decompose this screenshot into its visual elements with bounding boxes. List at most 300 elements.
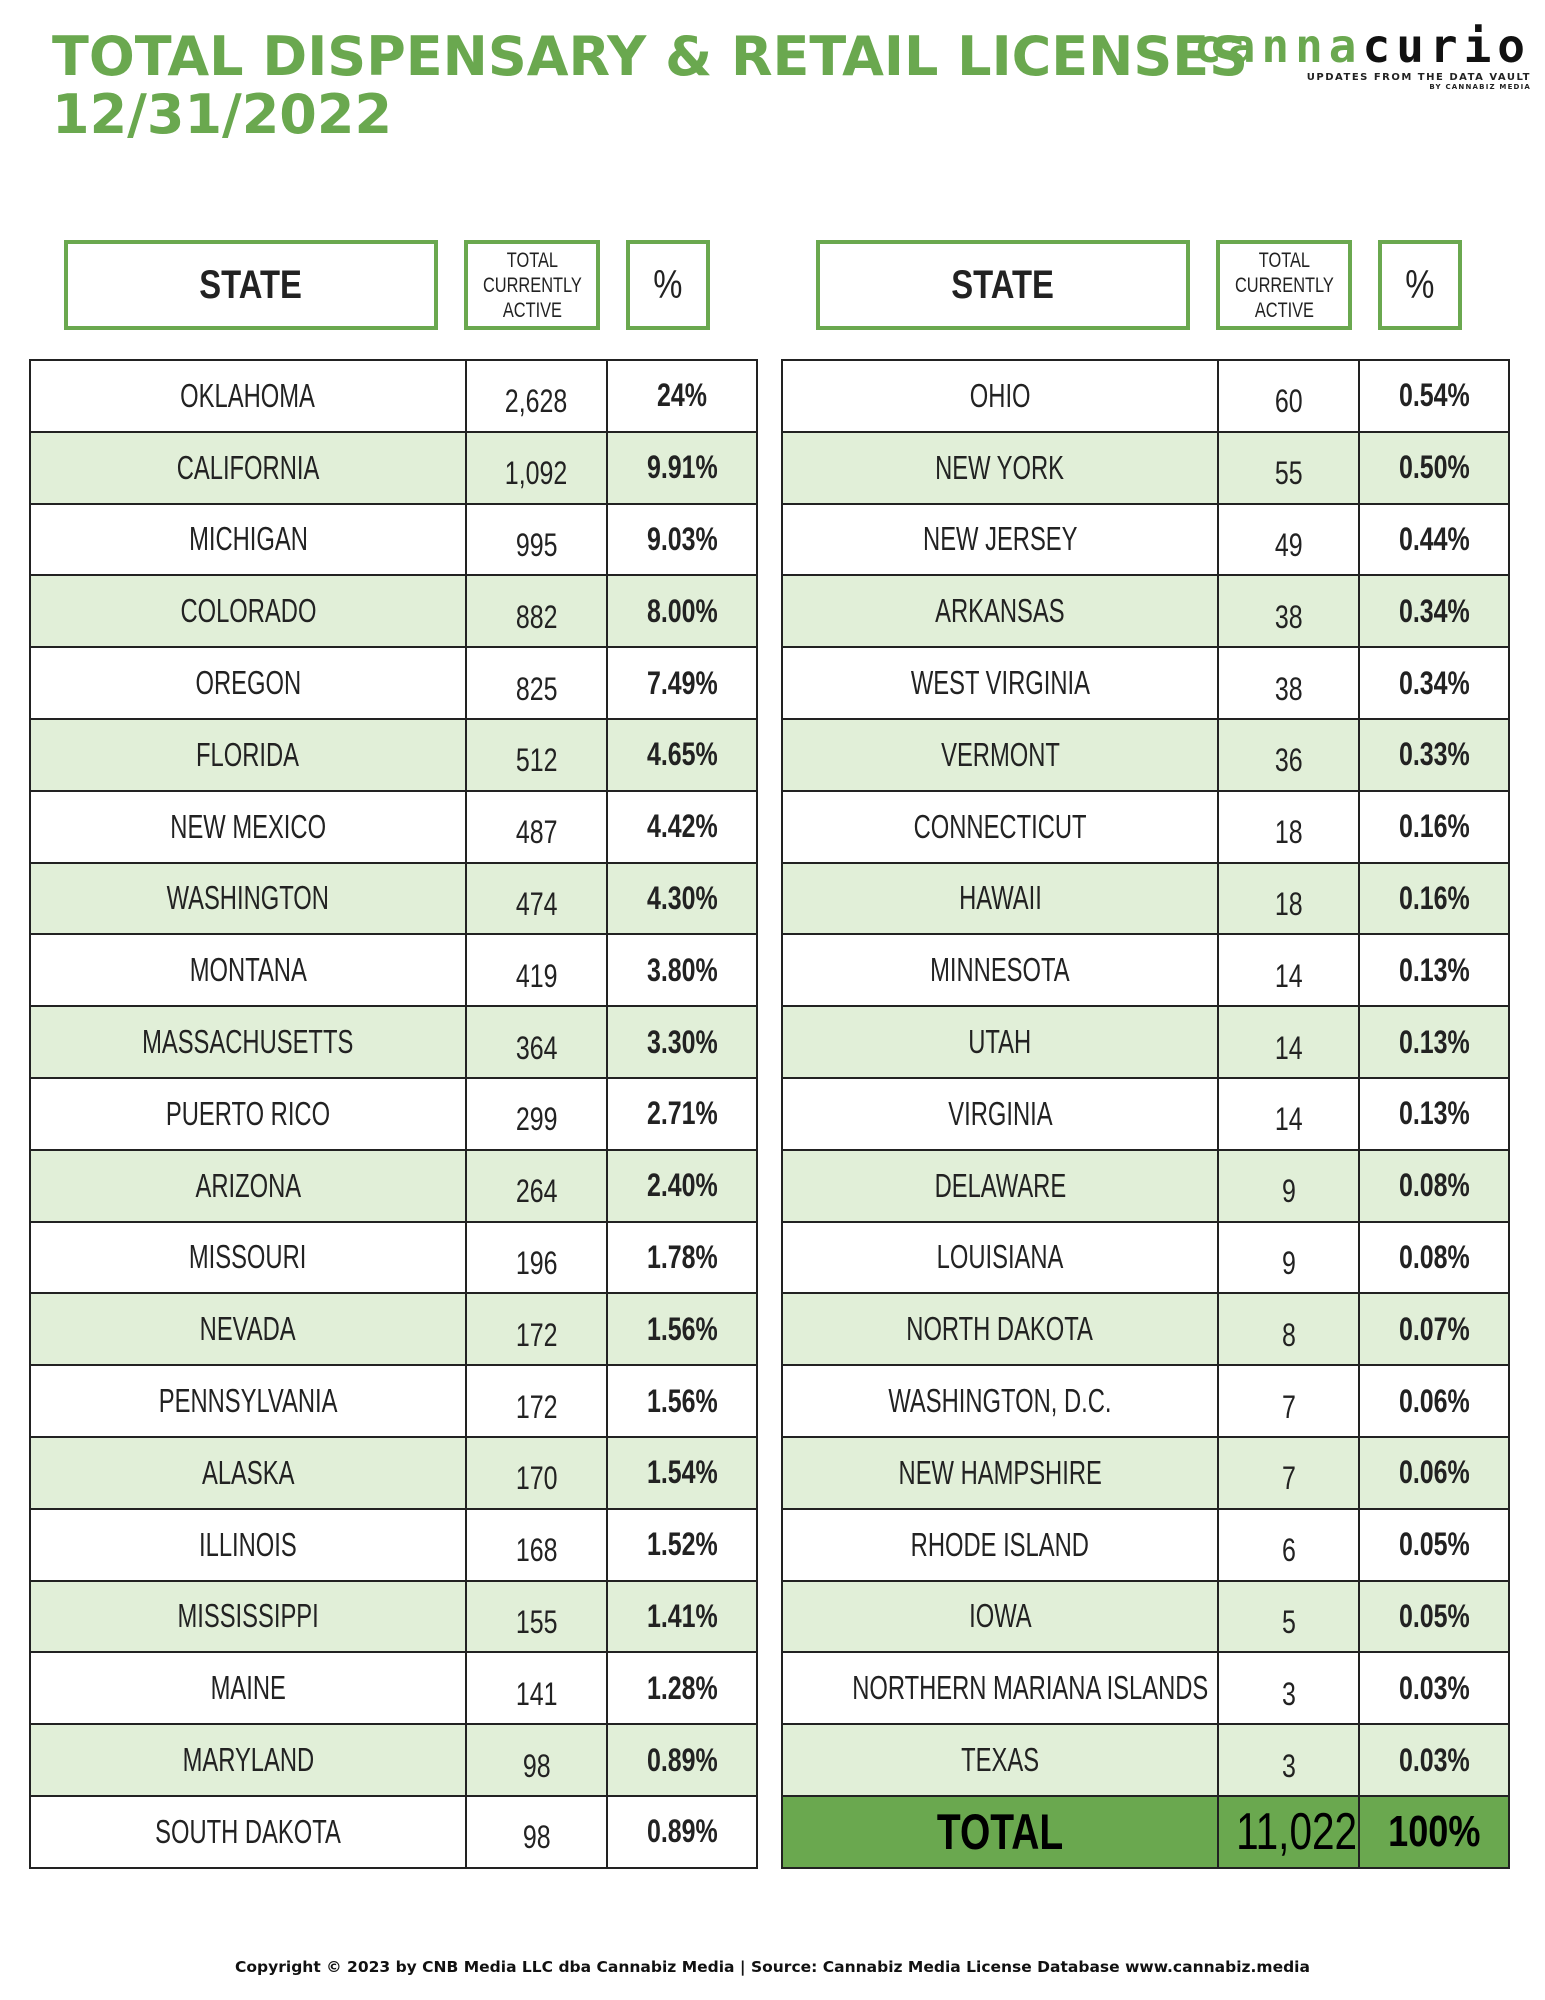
percent-cell-text: 1.54% [646, 1454, 718, 1491]
logo-part-curio: curio [1362, 19, 1531, 73]
total-cell-text: 825 [515, 670, 558, 707]
total-cell-text: 14 [1274, 1029, 1303, 1066]
percent-cell-text: 9.03% [646, 520, 718, 557]
percent-cell-text: 0.06% [1398, 1382, 1470, 1419]
state-cell-text: RHODE ISLAND [910, 1525, 1090, 1563]
percent-cell-text: 0.16% [1398, 879, 1470, 916]
percent-cell [607, 575, 757, 647]
total-cell [466, 1437, 607, 1509]
state-cell [30, 432, 466, 504]
percent-cell-text: 0.13% [1398, 1095, 1470, 1132]
state-cell [30, 1652, 466, 1724]
state-cell-text: NEW MEXICO [170, 807, 326, 845]
state-cell [782, 1581, 1218, 1653]
state-cell-text: WASHINGTON [166, 879, 330, 917]
percent-cell-text: 1.28% [646, 1669, 718, 1706]
table-row [782, 1509, 1509, 1581]
percent-cell [1359, 1652, 1509, 1724]
state-cell-text: NEW YORK [935, 448, 1065, 486]
percent-cell-text: 8.00% [646, 592, 718, 629]
percent-cell-text: 1.56% [646, 1382, 718, 1419]
percent-cell-text: 0.06% [1398, 1454, 1470, 1491]
total-cell-text: 14 [1274, 957, 1303, 994]
cannacurio-logo [1171, 19, 1531, 91]
header-total-line-1: TOTAL [506, 248, 558, 272]
percent-cell [1359, 432, 1509, 504]
header-state-label: STATE [199, 262, 303, 307]
total-cell-text: 172 [515, 1388, 558, 1425]
state-cell [30, 934, 466, 1006]
total-cell-text: 55 [1274, 455, 1303, 492]
total-cell [1218, 1581, 1359, 1653]
table-row [782, 1724, 1509, 1796]
table-row [782, 863, 1509, 935]
table-row [30, 863, 757, 935]
percent-cell [607, 791, 757, 863]
total-percent-cell [1359, 1796, 1509, 1868]
table-row [30, 360, 757, 432]
table-row [782, 1150, 1509, 1222]
total-cell [1218, 432, 1359, 504]
right-header-total [1216, 240, 1352, 330]
total-cell-text: 60 [1274, 383, 1303, 420]
percent-cell-text: 0.13% [1398, 951, 1470, 988]
total-cell [1218, 1652, 1359, 1724]
table-row [30, 791, 757, 863]
state-cell [30, 1581, 466, 1653]
table-row [30, 1365, 757, 1437]
state-cell [30, 575, 466, 647]
total-cell-text: 98 [522, 1747, 551, 1784]
state-cell [30, 1365, 466, 1437]
percent-cell-text: 3.30% [646, 1023, 718, 1060]
left-state-table [29, 359, 758, 1869]
table-row [30, 1293, 757, 1365]
title-line-2: 12/31/2022 [52, 83, 393, 146]
percent-cell [607, 647, 757, 719]
state-cell-text: MASSACHUSETTS [142, 1023, 354, 1061]
total-cell [466, 360, 607, 432]
percent-cell-text: 1.78% [646, 1238, 718, 1275]
percent-cell-text: 1.41% [646, 1597, 718, 1634]
state-cell [782, 1078, 1218, 1150]
table-row [782, 575, 1509, 647]
total-cell [1218, 1078, 1359, 1150]
total-cell [466, 1581, 607, 1653]
total-cell [466, 1006, 607, 1078]
state-cell-text: ARIZONA [195, 1166, 301, 1204]
state-cell [782, 1724, 1218, 1796]
total-cell [1218, 1509, 1359, 1581]
header-total-line-3: ACTIVE [502, 298, 562, 322]
total-cell-text: 9 [1281, 1244, 1296, 1281]
percent-cell-text: 0.03% [1398, 1741, 1470, 1778]
state-cell-text: CALIFORNIA [176, 448, 320, 486]
total-cell [466, 1796, 607, 1868]
percent-cell [1359, 1437, 1509, 1509]
percent-cell-text: 0.89% [646, 1741, 718, 1778]
total-cell-text: 3 [1281, 1747, 1296, 1784]
state-cell [30, 647, 466, 719]
percent-cell-text: 7.49% [646, 664, 718, 701]
percent-cell-text: 9.91% [646, 449, 718, 486]
header-state-label: STATE [951, 262, 1055, 307]
header-percent-label: % [653, 262, 683, 307]
state-cell-text: LOUISIANA [936, 1238, 1064, 1276]
state-cell-text: MONTANA [189, 951, 307, 989]
total-cell-text: 38 [1274, 598, 1303, 635]
table-row [30, 504, 757, 576]
state-cell [30, 1437, 466, 1509]
total-cell-text: 882 [515, 598, 558, 635]
state-cell-text: WEST VIRGINIA [910, 664, 1090, 702]
page-title [52, 25, 1249, 146]
percent-cell [607, 1150, 757, 1222]
percent-cell [607, 504, 757, 576]
total-cell [1218, 791, 1359, 863]
table-row [782, 504, 1509, 576]
state-cell [30, 791, 466, 863]
table-row [30, 1437, 757, 1509]
state-cell-text: SOUTH DAKOTA [155, 1812, 341, 1850]
percent-cell-text: 24% [657, 377, 707, 414]
percent-cell [607, 432, 757, 504]
table-row [782, 1222, 1509, 1294]
percent-cell [1359, 1150, 1509, 1222]
percent-cell [1359, 1365, 1509, 1437]
percent-cell [1359, 1078, 1509, 1150]
state-cell [30, 1222, 466, 1294]
header-total-line-3: ACTIVE [1254, 298, 1314, 322]
title-line-1: TOTAL DISPENSARY & RETAIL LICENSES [52, 25, 1249, 88]
state-cell [782, 719, 1218, 791]
state-cell-text: OKLAHOMA [180, 376, 316, 414]
grand-total-cell [1218, 1796, 1359, 1868]
percent-cell-text: 0.07% [1398, 1310, 1470, 1347]
total-cell [466, 432, 607, 504]
table-row [782, 1078, 1509, 1150]
percent-cell [607, 1365, 757, 1437]
table-row [30, 1509, 757, 1581]
percent-cell-text: 0.08% [1398, 1167, 1470, 1204]
percent-cell-text: 1.52% [646, 1526, 718, 1563]
left-header-percent [626, 240, 710, 330]
logo-part-canna: canna [1194, 19, 1363, 73]
percent-cell [607, 1437, 757, 1509]
total-cell [1218, 504, 1359, 576]
total-cell [1218, 647, 1359, 719]
percent-cell [607, 1222, 757, 1294]
state-cell-text: NEW HAMPSHIRE [898, 1453, 1102, 1491]
state-cell [782, 1222, 1218, 1294]
table-row [30, 432, 757, 504]
state-cell-text: ILLINOIS [199, 1525, 297, 1563]
state-cell-text: UTAH [968, 1023, 1032, 1061]
table-row [782, 1006, 1509, 1078]
table-row [30, 1652, 757, 1724]
total-cell [1218, 1724, 1359, 1796]
total-cell-text: 8 [1281, 1316, 1296, 1353]
percent-cell [1359, 1509, 1509, 1581]
state-cell-text: NEVADA [200, 1310, 296, 1348]
total-cell [466, 504, 607, 576]
total-cell-text: 18 [1274, 814, 1303, 851]
percent-cell-text: 0.34% [1398, 592, 1470, 629]
percent-cell [1359, 1006, 1509, 1078]
percent-cell [607, 1724, 757, 1796]
table-row [782, 934, 1509, 1006]
table-row [30, 1222, 757, 1294]
total-cell-text: 419 [515, 957, 558, 994]
total-cell [1218, 1293, 1359, 1365]
total-cell [466, 719, 607, 791]
total-cell [466, 1509, 607, 1581]
table-row [30, 1006, 757, 1078]
state-cell-text: TEXAS [961, 1741, 1039, 1779]
total-cell-text: 18 [1274, 885, 1303, 922]
percent-cell-text: 0.03% [1398, 1669, 1470, 1706]
state-cell [30, 1006, 466, 1078]
total-cell [466, 1078, 607, 1150]
state-cell-text: FLORIDA [196, 735, 300, 773]
total-cell-text: 3 [1281, 1675, 1296, 1712]
state-cell-text: MINNESOTA [930, 951, 1070, 989]
state-cell-text: OREGON [195, 664, 301, 702]
percent-cell-text: 4.30% [646, 879, 718, 916]
state-cell [30, 1509, 466, 1581]
table-row [782, 1652, 1509, 1724]
percent-cell-text: 0.50% [1398, 449, 1470, 486]
table-row [30, 1724, 757, 1796]
state-cell-text: ALASKA [201, 1453, 295, 1491]
total-cell [1218, 1150, 1359, 1222]
total-cell [466, 1222, 607, 1294]
total-cell-text: 7 [1281, 1460, 1296, 1497]
state-cell [782, 647, 1218, 719]
header-total-line-2: CURRENTLY [1234, 273, 1334, 297]
state-cell-text: WASHINGTON, D.C. [888, 1382, 1112, 1420]
percent-cell-text: 3.80% [646, 951, 718, 988]
header-total-line-2: CURRENTLY [482, 273, 582, 297]
percent-cell-text: 0.08% [1398, 1238, 1470, 1275]
state-cell-text: NEW JERSEY [922, 520, 1078, 558]
total-cell-text: 512 [515, 742, 558, 779]
state-cell-text: PENNSYLVANIA [158, 1382, 338, 1420]
state-cell-text: HAWAII [958, 879, 1042, 917]
table-row [782, 1437, 1509, 1509]
state-cell [30, 1724, 466, 1796]
percent-cell-text: 1.56% [646, 1310, 718, 1347]
table-row [782, 360, 1509, 432]
total-cell [1218, 1437, 1359, 1509]
state-cell [782, 934, 1218, 1006]
total-cell [466, 1150, 607, 1222]
percent-cell-text: 0.16% [1398, 808, 1470, 845]
total-cell [466, 934, 607, 1006]
percent-cell-text: 4.42% [646, 808, 718, 845]
total-cell-text: 36 [1274, 742, 1303, 779]
grand-total-cell-text: 11,022 [1236, 1802, 1358, 1861]
state-cell-text: VIRGINIA [947, 1094, 1053, 1132]
percent-cell [607, 1509, 757, 1581]
total-cell [1218, 1365, 1359, 1437]
right-header-percent [1378, 240, 1462, 330]
logo-tagline: UPDATES FROM THE DATA VAULT [1306, 72, 1531, 83]
percent-cell-text: 0.54% [1398, 377, 1470, 414]
table-row [782, 432, 1509, 504]
state-cell [782, 1509, 1218, 1581]
percent-cell [607, 863, 757, 935]
state-cell [782, 504, 1218, 576]
state-cell-text: VERMONT [940, 735, 1060, 773]
percent-cell [1359, 863, 1509, 935]
logo-wordmark [1171, 19, 1531, 73]
total-cell [466, 575, 607, 647]
header-total-label [483, 248, 582, 323]
total-cell-text: 14 [1274, 1101, 1303, 1138]
state-cell-text: MARYLAND [182, 1741, 314, 1779]
total-cell-text: 9 [1281, 1173, 1296, 1210]
logo-byline: BY CANNABIZ MEDIA [1429, 83, 1531, 91]
total-cell [1218, 1222, 1359, 1294]
total-cell [1218, 575, 1359, 647]
total-cell [1218, 1006, 1359, 1078]
table-row [30, 1150, 757, 1222]
percent-cell [607, 1006, 757, 1078]
percent-cell [1359, 647, 1509, 719]
table-row [782, 1581, 1509, 1653]
total-cell [1218, 934, 1359, 1006]
total-cell [466, 1652, 607, 1724]
total-cell-text: 141 [515, 1675, 558, 1712]
state-cell [30, 1293, 466, 1365]
state-cell [782, 1365, 1218, 1437]
total-cell-text: 172 [515, 1316, 558, 1353]
percent-cell [1359, 1293, 1509, 1365]
percent-cell [1359, 360, 1509, 432]
right-state-table [781, 359, 1510, 1869]
total-row [782, 1796, 1509, 1868]
table-row [30, 934, 757, 1006]
total-cell [1218, 863, 1359, 935]
table-row [30, 575, 757, 647]
table-row [30, 1796, 757, 1868]
header-total-line-1: TOTAL [1258, 248, 1310, 272]
total-cell-text: 995 [515, 526, 558, 563]
percent-cell [1359, 504, 1509, 576]
percent-cell-text: 0.13% [1398, 1023, 1470, 1060]
state-cell-text: OHIO [969, 376, 1031, 414]
total-percent-cell-text: 100% [1387, 1806, 1481, 1856]
total-label-cell-text: TOTAL [936, 1803, 1064, 1860]
state-cell [782, 863, 1218, 935]
percent-cell [607, 1078, 757, 1150]
table-row [782, 647, 1509, 719]
right-header-state [816, 240, 1190, 330]
total-cell [466, 863, 607, 935]
percent-cell-text: 0.05% [1398, 1597, 1470, 1634]
total-cell-text: 1,092 [505, 455, 568, 492]
percent-cell [1359, 575, 1509, 647]
percent-cell [1359, 1724, 1509, 1796]
total-cell-text: 49 [1274, 526, 1303, 563]
total-cell-text: 170 [515, 1460, 558, 1497]
percent-cell [607, 719, 757, 791]
state-cell-text: IOWA [968, 1597, 1032, 1635]
percent-cell-text: 0.34% [1398, 664, 1470, 701]
total-cell [466, 1365, 607, 1437]
total-cell-text: 98 [522, 1819, 551, 1856]
percent-cell-text: 2.71% [646, 1095, 718, 1132]
total-cell-text: 264 [515, 1173, 558, 1210]
state-cell [782, 1150, 1218, 1222]
left-header-state [64, 240, 438, 330]
state-cell-text: CONNECTICUT [913, 807, 1087, 845]
total-cell [1218, 360, 1359, 432]
state-cell [30, 1796, 466, 1868]
total-cell-text: 155 [515, 1603, 558, 1640]
total-cell-text: 196 [515, 1244, 558, 1281]
table-row [30, 1078, 757, 1150]
state-cell-text: MISSISSIPPI [177, 1597, 319, 1635]
total-cell-text: 168 [515, 1532, 558, 1569]
total-cell [466, 791, 607, 863]
state-cell-text: COLORADO [180, 592, 316, 630]
percent-cell [607, 934, 757, 1006]
percent-cell [607, 1581, 757, 1653]
state-cell [782, 1652, 1218, 1724]
percent-cell [607, 1293, 757, 1365]
total-cell-text: 364 [515, 1029, 558, 1066]
left-header-total [464, 240, 600, 330]
total-label-cell [782, 1796, 1218, 1868]
header-percent-label: % [1405, 262, 1435, 307]
percent-cell-text: 0.33% [1398, 736, 1470, 773]
state-cell-text: MAINE [210, 1669, 286, 1707]
state-cell [782, 1006, 1218, 1078]
state-cell [782, 791, 1218, 863]
copyright-footer: Copyright © 2023 by CNB Media LLC dba Cannabiz Media | Source: Cannabiz Media License Database www.cannabiz.media [235, 1958, 1310, 1976]
table-row [30, 719, 757, 791]
percent-cell [607, 1796, 757, 1868]
state-cell [30, 360, 466, 432]
percent-cell-text: 4.65% [646, 736, 718, 773]
percent-cell-text: 0.89% [646, 1813, 718, 1850]
percent-cell [1359, 1581, 1509, 1653]
percent-cell [607, 360, 757, 432]
table-row [30, 647, 757, 719]
table-row [782, 1293, 1509, 1365]
state-cell [782, 1293, 1218, 1365]
total-cell-text: 7 [1281, 1388, 1296, 1425]
total-cell-text: 487 [515, 814, 558, 851]
total-cell-text: 6 [1281, 1532, 1296, 1569]
state-cell [30, 863, 466, 935]
state-cell [782, 360, 1218, 432]
table-row [782, 791, 1509, 863]
state-cell [782, 575, 1218, 647]
percent-cell [1359, 791, 1509, 863]
table-row [782, 719, 1509, 791]
total-cell [466, 647, 607, 719]
table-row [782, 1365, 1509, 1437]
percent-cell-text: 0.44% [1398, 520, 1470, 557]
state-cell [30, 1150, 466, 1222]
state-cell-text: ARKANSAS [935, 592, 1065, 630]
total-cell-text: 2,628 [505, 383, 568, 420]
state-cell [782, 1437, 1218, 1509]
state-cell [30, 1078, 466, 1150]
